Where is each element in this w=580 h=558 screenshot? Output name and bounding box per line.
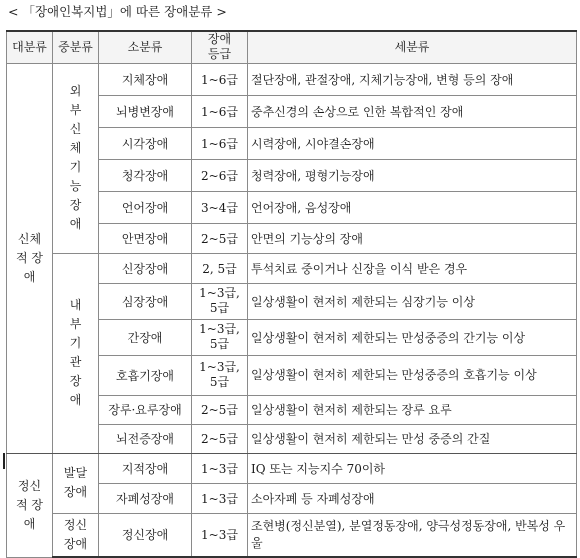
margin-marker [3,453,5,469]
detail-cell: 투석치료 중이거나 신장을 이식 받은 경우 [248,253,577,283]
minor-cell: 장루·요루장애 [99,395,192,424]
group-internal: 내부 기관 장애 [53,253,99,453]
grade-cell: 2~5급 [192,424,248,453]
grade-cell: 1~3급 [192,513,248,557]
detail-cell: 시력장애, 시야결손장애 [248,127,577,159]
minor-cell: 뇌병변장애 [99,95,192,127]
grade-cell: 2~5급 [192,395,248,424]
detail-cell: 일상생활이 현저히 제한되는 심장기능 이상 [248,283,577,319]
grade-cell: 1~6급 [192,127,248,159]
detail-cell: 일상생활이 현저히 제한되는 장루 요루 [248,395,577,424]
table-row [7,253,577,283]
table-row [7,63,577,95]
grade-cell: 1~3급, 5급 [192,319,248,355]
minor-cell: 뇌전증장애 [99,424,192,453]
minor-cell: 청각장애 [99,159,192,191]
minor-cell: 심장장애 [99,283,192,319]
header-grade: 장애 등급 [192,31,248,63]
detail-cell: 조현병(정신분열), 분열정동장애, 양극성정동장애, 반복성 우울 [248,513,577,557]
grade-cell: 1~3급 [192,483,248,513]
detail-cell: 일상생활이 현저히 제한되는 만성 중증의 간질 [248,424,577,453]
grade-cell: 1~3급, 5급 [192,283,248,319]
grade-cell: 1~6급 [192,95,248,127]
group-developmental: 발달 장애 [53,453,99,513]
grade-cell: 2~6급 [192,159,248,191]
grade-cell: 2~5급 [192,223,248,253]
grade-cell: 1~3급, 5급 [192,355,248,395]
minor-cell: 자폐성장애 [99,483,192,513]
minor-cell: 지적장애 [99,453,192,483]
grade-cell: 1~6급 [192,63,248,95]
header-row [7,31,577,63]
detail-cell: 중추신경의 손상으로 인한 복합적인 장애 [248,95,577,127]
disability-classification-table [6,30,577,558]
detail-cell: 안면의 기능상의 장애 [248,223,577,253]
detail-cell: 언어장애, 음성장애 [248,191,577,223]
detail-cell: 일상생활이 현저히 제한되는 만성중증의 간기능 이상 [248,319,577,355]
detail-cell: IQ 또는 지능지수 70이하 [248,453,577,483]
header-detail: 세분류 [248,31,577,63]
grade-cell: 3~4급 [192,191,248,223]
grade-cell: 1~3급 [192,453,248,483]
detail-cell: 일상생활이 현저히 제한되는 만성중증의 호흡기능 이상 [248,355,577,395]
group-mental: 정신적 장애 [7,453,53,557]
detail-cell: 절단장애, 관절장애, 지체기능장애, 변형 등의 장애 [248,63,577,95]
group-external: 외부 신체 기능 장애 [53,63,99,253]
minor-cell: 간장애 [99,319,192,355]
group-physical: 신체적 장애 [7,63,53,453]
table-caption: < 「장애인복지법」에 따른 장애분류 > [8,4,227,19]
minor-cell: 신장장애 [99,253,192,283]
header-major: 대분류 [7,31,53,63]
table-row [7,513,577,557]
detail-cell: 청력장애, 평형기능장애 [248,159,577,191]
minor-cell: 안면장애 [99,223,192,253]
table-row [7,453,577,483]
header-middle: 중분류 [53,31,99,63]
minor-cell: 호흡기장애 [99,355,192,395]
minor-cell: 시각장애 [99,127,192,159]
minor-cell: 지체장애 [99,63,192,95]
minor-cell: 언어장애 [99,191,192,223]
detail-cell: 소아자폐 등 자폐성장애 [248,483,577,513]
group-psychological: 정신 장애 [53,513,99,557]
grade-cell: 2, 5급 [192,253,248,283]
minor-cell: 정신장애 [99,513,192,557]
header-minor: 소분류 [99,31,192,63]
